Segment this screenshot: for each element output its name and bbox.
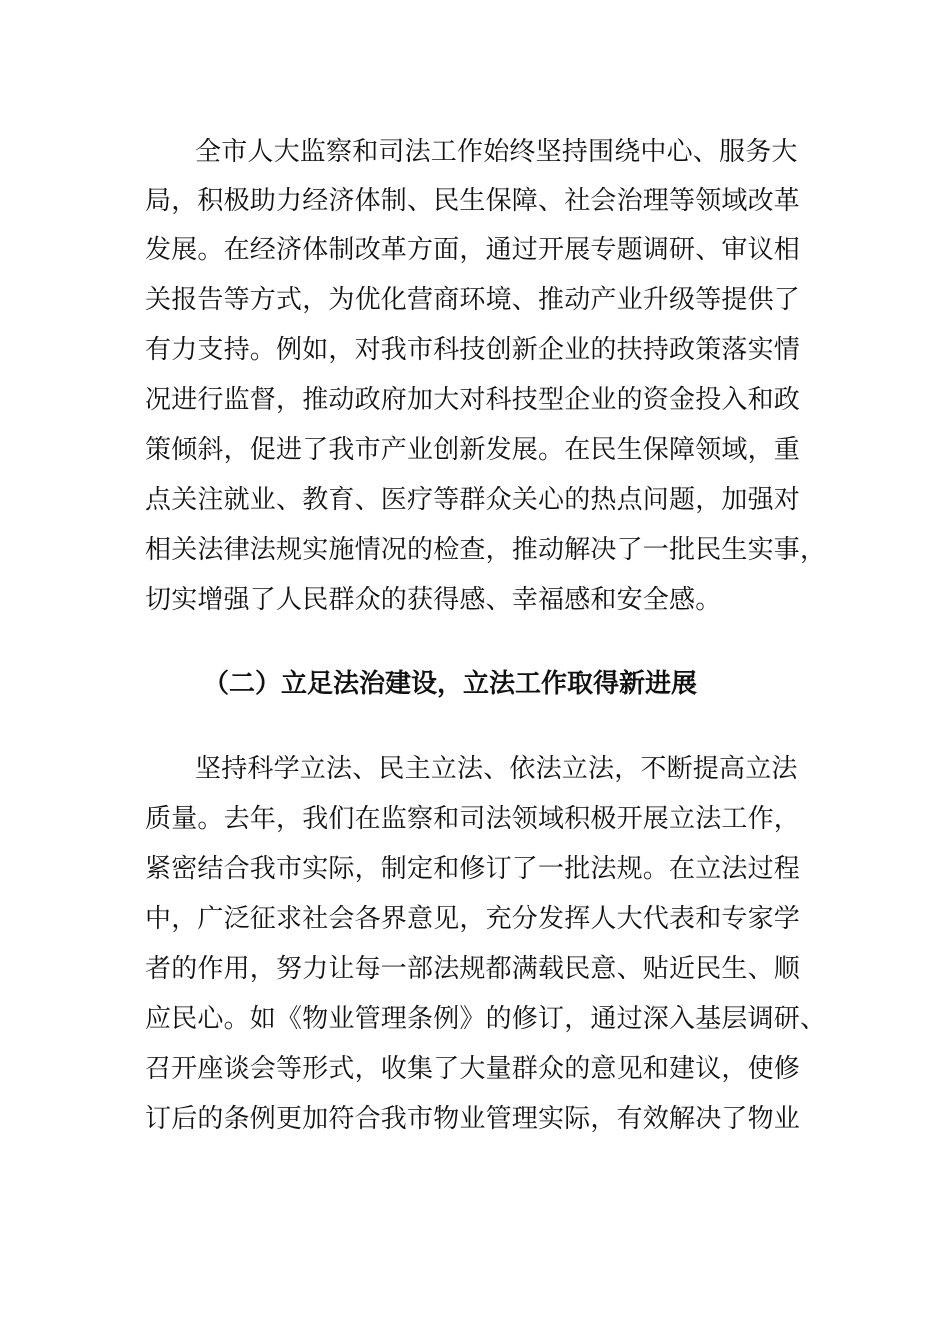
paragraph-2-line: 紧密结合我市实际，制定和修订了一批法规。在立法过程 <box>145 854 801 884</box>
paragraph-2-line: 订后的条例更加符合我市物业管理实际，有效解决了物业 <box>145 1104 801 1134</box>
paragraph-2-line: 质量。去年，我们在监察和司法领域积极开展立法工作， <box>145 804 801 834</box>
section-heading: （二）立足法治建设，立法工作取得新进展 <box>203 669 698 699</box>
paragraph-2-line: 应民心。如《物业管理条例》的修订，通过深入基层调研、 <box>145 1004 827 1034</box>
paragraph-2-line: 中，广泛征求社会各界意见，充分发挥人大代表和专家学 <box>145 904 801 934</box>
paragraph-2-line: 召开座谈会等形式，收集了大量群众的意见和建议，使修 <box>145 1054 801 1084</box>
paragraph-2-line: 者的作用，努力让每一部法规都满载民意、贴近民生、顺 <box>145 954 801 984</box>
paragraph-1-line: 策倾斜，促进了我市产业创新发展。在民生保障领域，重 <box>145 435 801 465</box>
paragraph-1-line: 相关法律法规实施情况的检查，推动解决了一批民生实事， <box>145 535 827 565</box>
paragraph-1-line: 有力支持。例如，对我市科技创新企业的扶持政策落实情 <box>145 335 801 365</box>
paragraph-1-line: 局，积极助力经济体制、民生保障、社会治理等领域改革 <box>145 186 801 216</box>
paragraph-2-line: 坚持科学立法、民主立法、依法立法，不断提高立法 <box>195 754 798 784</box>
paragraph-1-line: 况进行监督，推动政府加大对科技型企业的资金投入和政 <box>145 385 801 415</box>
paragraph-1-line: 点关注就业、教育、医疗等群众关心的热点问题，加强对 <box>145 485 801 515</box>
paragraph-1-line: 全市人大监察和司法工作始终坚持围绕中心、服务大 <box>195 137 798 167</box>
paragraph-1-line: 切实增强了人民群众的获得感、幸福感和安全感。 <box>145 585 722 615</box>
paragraph-1-line: 关报告等方式，为优化营商环境、推动产业升级等提供了 <box>145 285 801 315</box>
paragraph-1-line: 发展。在经济体制改革方面，通过开展专题调研、审议相 <box>145 235 801 265</box>
